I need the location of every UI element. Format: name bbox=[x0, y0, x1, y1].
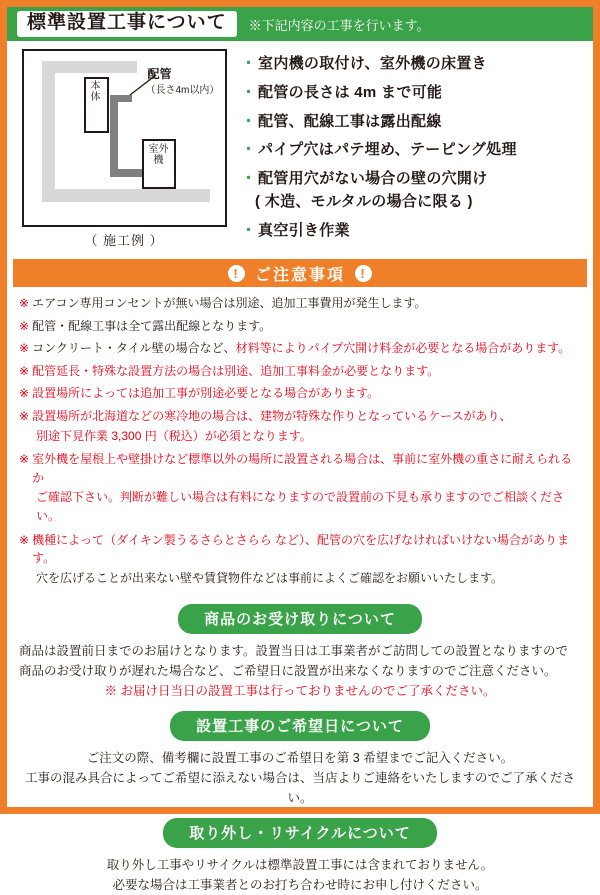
list-item-label: 配管、配線工事は露出配線 bbox=[258, 112, 442, 130]
asterisk-icon: ※ bbox=[19, 341, 30, 356]
caution-item bbox=[19, 339, 583, 358]
caution-item bbox=[19, 407, 583, 426]
caution-item-text: 設置場所によっては追加工事が別途必要となる場合があります。 bbox=[32, 386, 380, 401]
caution-item-text-plain: コンクリート・タイル壁の場合など、 bbox=[32, 341, 236, 356]
caution-item-text bbox=[32, 339, 583, 358]
caution-item bbox=[19, 384, 583, 403]
section-line: 商品のお受け取りが遅れた場合など、ご希望日に設置が出来なくなりますのでご注意ください。 bbox=[19, 664, 557, 679]
caution-item-text: 配管・配線工事は全て露出配線となります。 bbox=[32, 318, 272, 333]
caution-item-subtext: ご確認下さい。判断が難しい場合は有料になりますので設置前の下見も承りますのでご相談ください。 bbox=[36, 490, 565, 523]
caution-item-text-emphasis: 材料等によりパイプ穴開け料金が必要となる場合があります。 bbox=[235, 341, 571, 356]
asterisk-icon: ※ bbox=[19, 296, 30, 310]
list-item bbox=[241, 168, 587, 190]
top-section bbox=[7, 41, 593, 253]
list-item-sub bbox=[255, 191, 587, 213]
page-title: 標準設置工事について bbox=[17, 11, 237, 37]
diagram-wrapper bbox=[15, 49, 233, 249]
caution-item-subtext: 穴を広げることが出来ない壁や賃貸物件などは事前によくご確認をお願いいたします。 bbox=[36, 570, 504, 585]
section-line: 商品は設置前日までのお届けとなります。設置当日は工事業者がご訪問しての設置となりますので bbox=[19, 644, 569, 659]
list-item-label: 配管の長さは 4m まで可能 bbox=[258, 83, 443, 101]
header-band bbox=[7, 7, 593, 41]
asterisk-icon: ※ bbox=[19, 452, 30, 467]
section-line: 取り外し工事やリサイクルは標準設置工事には含まれておりません。 bbox=[106, 858, 494, 873]
diagram-pipe-horizontal bbox=[110, 169, 146, 177]
diagram-pipe-label: 配管 bbox=[147, 67, 172, 81]
section-line: 必要な場合は工事業者とのお打ち合わせ時にお申し付けください。 bbox=[112, 878, 488, 893]
section-body-schedule bbox=[7, 741, 593, 808]
asterisk-icon: ※ bbox=[19, 532, 30, 547]
exclamation-icon: ! bbox=[355, 265, 372, 282]
section-body-delivery bbox=[7, 634, 593, 701]
bullet-dot-icon: ・ bbox=[241, 55, 257, 72]
diagram-wall bbox=[42, 61, 55, 189]
list-item-label: 配管用穴がない場合の壁の穴開け bbox=[258, 170, 488, 187]
bullet-dot-icon: ・ bbox=[241, 170, 257, 187]
list-item-label: ( 木造、モルタルの場合に限る ) bbox=[255, 192, 473, 210]
caution-item-text: 設置場所が北海道などの寒冷地の場合は、建物が特殊な作りとなっているケースがあり、 bbox=[32, 408, 512, 423]
caution-item-text: エアコン専用コンセントが無い場合は別途、追加工事費用が発生します。 bbox=[32, 296, 427, 310]
section-heading-recycle: 取り外し・リサイクルについて bbox=[163, 818, 437, 848]
section-heading-schedule: 設置工事のご希望日について bbox=[170, 711, 430, 741]
diagram-pipe-vertical bbox=[110, 95, 118, 177]
list-item bbox=[241, 139, 587, 161]
section-line: 工事の混み具合によってご希望に添えない場合は、当店よりご連絡をいたしますのでご了承ください。 bbox=[24, 771, 575, 806]
caution-item bbox=[19, 531, 583, 568]
bullet-dot-icon: ・ bbox=[241, 221, 257, 239]
diagram-indoor-unit-label: 本体 bbox=[90, 81, 101, 103]
diagram-floor bbox=[42, 189, 210, 202]
caution-item bbox=[19, 317, 583, 336]
bullet-dot-icon: ・ bbox=[241, 141, 257, 159]
section-line-emphasis: ※ お届け日当日の設置工事は行っておりませんのでご了承ください。 bbox=[104, 684, 496, 699]
list-item bbox=[241, 53, 587, 75]
header-note: ※下記内容の工事を行います。 bbox=[248, 17, 430, 33]
asterisk-icon: ※ bbox=[19, 318, 30, 333]
list-item bbox=[241, 82, 587, 104]
caution-item bbox=[19, 450, 583, 487]
section-body-recycle bbox=[7, 848, 593, 895]
diagram-ceiling bbox=[42, 61, 137, 73]
bullet-dot-icon: ・ bbox=[241, 112, 257, 130]
diagram-pipe-length-note: （長さ4m以内） bbox=[145, 85, 220, 96]
section-line: ご注文の際、備考欄に設置工事のご希望日を第 3 希望までご記入ください。 bbox=[86, 751, 514, 766]
caution-heading-bar bbox=[13, 259, 587, 287]
caution-item bbox=[19, 362, 583, 381]
asterisk-icon: ※ bbox=[19, 408, 30, 423]
list-item bbox=[241, 111, 587, 133]
caution-heading-label: ご注意事項 bbox=[254, 266, 345, 284]
section-heading-wrapper bbox=[7, 818, 593, 848]
section-heading-wrapper bbox=[7, 604, 593, 634]
list-item-label: 真空引き作業 bbox=[258, 221, 350, 239]
list-item-label: 室内機の取付け、室外機の床置き bbox=[258, 55, 487, 72]
caution-item-text: 機種によって（ダイキン製うるさらとさらら など）、配管の穴を広げなければいけない場合があります。 bbox=[32, 532, 570, 566]
work-scope-list bbox=[233, 49, 587, 249]
caution-list bbox=[7, 287, 593, 594]
diagram-caption: （ 施工例 ） bbox=[84, 233, 164, 248]
bullet-dot-icon: ・ bbox=[241, 83, 257, 101]
caution-item-text: 配管延長・特殊な設置方法の場合は別途、追加工事料金が必要となります。 bbox=[32, 363, 440, 378]
installation-diagram bbox=[22, 49, 227, 227]
list-item bbox=[241, 220, 587, 242]
section-heading-wrapper bbox=[7, 711, 593, 741]
list-item-label: パイプ穴はパテ埋め、テーピング処理 bbox=[258, 141, 517, 159]
diagram-outdoor-unit-label: 室外機 bbox=[148, 144, 169, 166]
asterisk-icon: ※ bbox=[19, 363, 30, 378]
caution-item-text: 室外機を屋根上や壁掛けなど標準以外の場所に設置される場合は、事前に室外機の重さに耐えられるか bbox=[32, 452, 573, 485]
caution-item-subtext: 別途下見作業 3,300 円（税込）が必須となります。 bbox=[36, 428, 312, 443]
asterisk-icon: ※ bbox=[19, 386, 30, 401]
caution-item bbox=[19, 294, 583, 313]
section-heading-delivery: 商品のお受け取りについて bbox=[178, 604, 422, 634]
exclamation-icon: ! bbox=[228, 265, 245, 282]
